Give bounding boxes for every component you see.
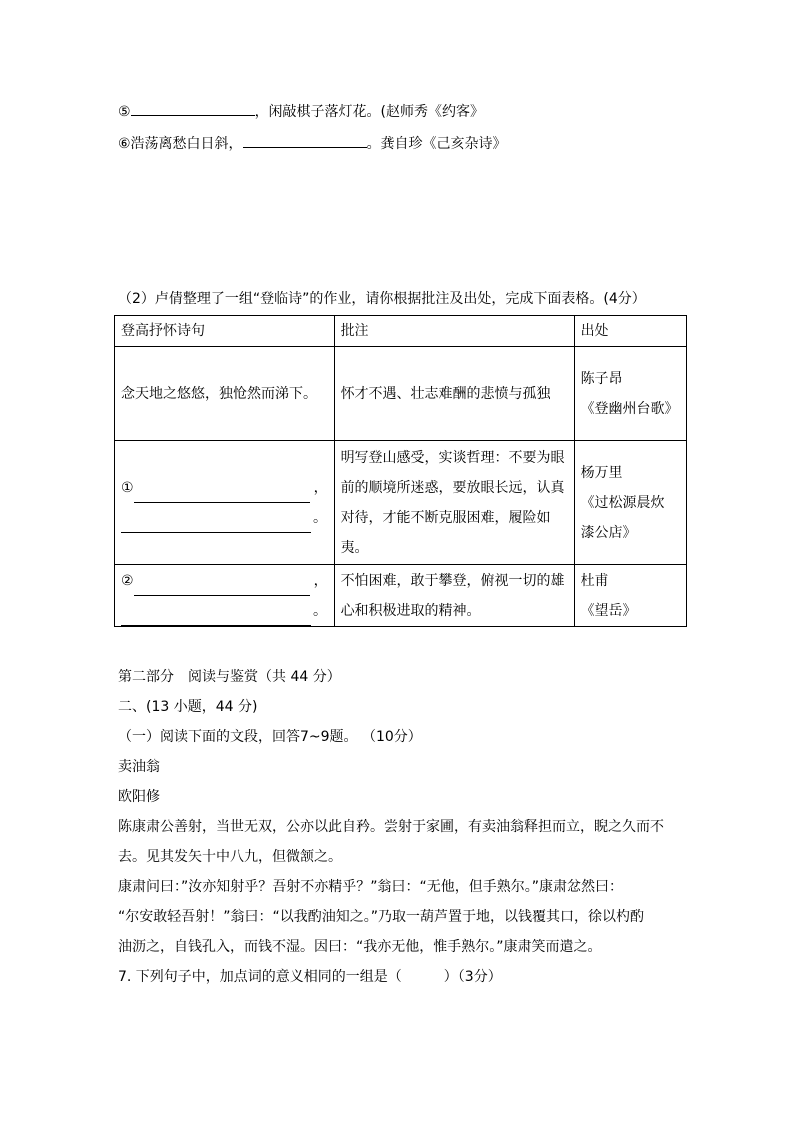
- passage-author: 欧阳修: [118, 789, 160, 805]
- row2-source-author: 杨万里: [580, 464, 623, 481]
- header-verse: 登高抒怀诗句: [115, 316, 335, 347]
- row3-verse: [115, 565, 335, 627]
- passage-line-5: 油沥之，自钱孔入，而钱不湿。因曰：“我亦无他，惟手熟尔。”康肃笑而遣之。: [118, 939, 602, 955]
- row2-verse-line2: [121, 503, 328, 533]
- passage-line-3: 康肃问曰：”汝亦知射乎？吾射不亦精乎？”翁曰：“无他，但手熟尔。”康肃忿然曰：: [118, 879, 624, 895]
- row2-note-line2: 前的顺境所迷惑，要放眼长远，认真: [340, 479, 565, 496]
- row1-verse: 念天地之悠悠，独怆然而涕下。: [115, 347, 335, 441]
- row3-verse-prefix: ②: [121, 572, 134, 589]
- question-7: 7. 下列句子中，加点词的意义相同的一组是（ ）（3分）: [118, 969, 502, 985]
- table-row: [115, 441, 687, 565]
- row3-note-line2: 心和积极进取的精神。: [340, 602, 481, 619]
- row2-verse-prefix: ①: [121, 479, 134, 496]
- poem-table: [114, 315, 687, 627]
- row3-source: [574, 565, 686, 627]
- table-row: [115, 565, 687, 627]
- part2-block: [118, 662, 678, 992]
- row2-verse: [115, 441, 335, 565]
- row2-blank-1[interactable]: [134, 486, 310, 503]
- row3-blank-1[interactable]: [134, 579, 310, 596]
- passage-line-4: “尔安敢轻吾射！”翁曰：“以我酌油知之。”乃取一葫芦置于地，以钱覆其口，徐以杓酌: [118, 909, 645, 925]
- header-note: 批注: [334, 316, 574, 347]
- passage-line-2: 去。见其发矢十中八九，但微颔之。: [118, 849, 342, 865]
- passage-title: 卖油翁: [118, 759, 160, 775]
- fill-in-item-5: [118, 101, 484, 122]
- item6-suffix: 。龚自珍《己亥杂诗》: [366, 136, 507, 152]
- row3-source-author: 杜甫: [580, 572, 609, 589]
- row1-source: [574, 347, 686, 441]
- row3-verse-line2: [121, 596, 328, 626]
- part2-section: 二、(13 小题，44 分): [118, 699, 258, 715]
- item6-prefix: ⑥浩荡离愁白日斜，: [118, 136, 243, 152]
- item5-prefix: ⑤: [118, 104, 131, 120]
- part2-heading: 第二部分 阅读与鉴赏（共 44 分）: [118, 669, 341, 685]
- row1-source-author: 陈子昂: [580, 370, 623, 387]
- header-source: 出处: [574, 316, 686, 347]
- row3-comma: ，: [313, 572, 328, 589]
- row2-blank-2[interactable]: [121, 516, 311, 533]
- question2-intro: （2）卢倩整理了一组“登临诗”的作业，请你根据批注及出处，完成下面表格。(4分）: [118, 291, 646, 307]
- row3-blank-2[interactable]: [121, 609, 311, 626]
- row2-verse-line1: [121, 473, 328, 503]
- row2-period: 。: [313, 509, 327, 526]
- row3-note: [334, 565, 574, 627]
- row1-note: 怀才不遇、壮志难酬的悲愤与孤独: [334, 347, 574, 441]
- row2-note-line1: 明写登山感受，实谈哲理：不要为眼: [340, 449, 565, 466]
- item5-blank[interactable]: [131, 101, 255, 116]
- row2-source: [574, 441, 686, 565]
- row2-note: [334, 441, 574, 565]
- fill-in-item-6: [118, 133, 507, 154]
- row2-source-title-1: 《过松源晨炊: [580, 494, 665, 511]
- table-row: [115, 347, 687, 441]
- passage-line-1: 陈康肃公善射，当世无双，公亦以此自矜。尝射于家圃，有卖油翁释担而立，睨之久而不: [118, 819, 664, 835]
- part2-sub: （一）阅读下面的文段，回答7~9题。 （10分）: [118, 729, 422, 745]
- row3-note-line1: 不怕困难，敢于攀登，俯视一切的雄: [340, 572, 565, 589]
- row3-verse-line1: [121, 566, 328, 596]
- row2-comma: ，: [313, 479, 328, 496]
- row2-source-title-2: 漆公店》: [580, 524, 637, 541]
- row2-note-line3: 对待，才能不断克服困难，履险如夷。: [340, 509, 551, 556]
- row1-source-title: 《登幽州台歌》: [580, 400, 679, 417]
- row3-source-title: 《望岳》: [580, 602, 637, 619]
- item5-suffix: ，闲敲棋子落灯花。(赵师秀《约客》: [254, 104, 485, 120]
- row3-period: 。: [313, 602, 327, 619]
- table-header-row: [115, 316, 687, 347]
- item6-blank[interactable]: [243, 133, 367, 148]
